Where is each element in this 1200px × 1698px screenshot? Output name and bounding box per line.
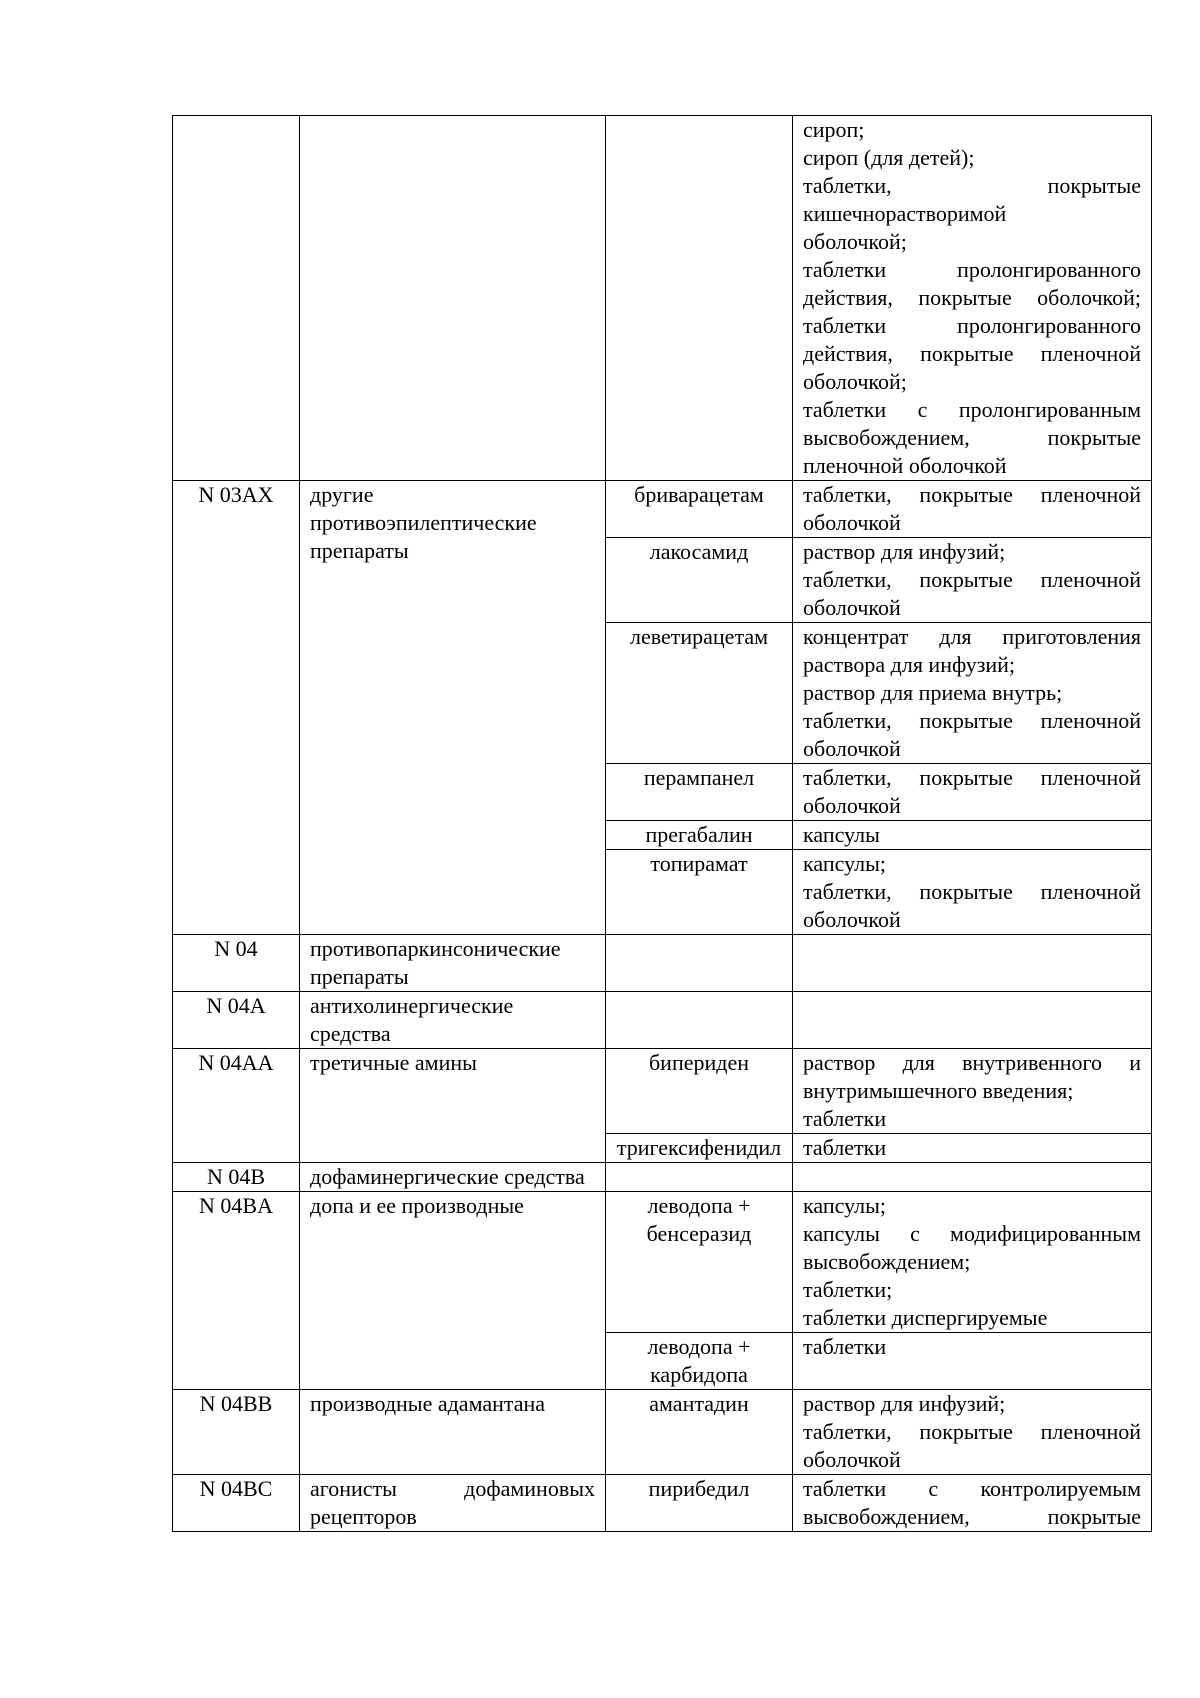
dosage-forms-cell <box>793 538 1152 623</box>
table-row <box>173 992 1152 1049</box>
atc-code-cell: N 04BA <box>173 1192 300 1390</box>
dosage-form-line: капсулы; <box>803 851 886 876</box>
dosage-forms-cell <box>793 1333 1152 1390</box>
group-name-cell: противопаркинсонические препараты <box>300 935 606 992</box>
dosage-form-line: таблетки пролонгированного <box>803 257 1141 282</box>
dosage-forms-cell <box>793 1134 1152 1163</box>
dosage-form-line: оболочкой <box>803 793 901 818</box>
dosage-form-line: таблетки с пролонгированным <box>803 397 1141 422</box>
table-row <box>173 1390 1152 1475</box>
atc-code-cell: N 04AA <box>173 1049 300 1163</box>
group-name-cell: допа и ее производные <box>300 1192 606 1390</box>
drug-name-cell: пирибедил <box>606 1475 793 1532</box>
atc-code-cell: N 04A <box>173 992 300 1049</box>
table-row <box>173 1049 1152 1134</box>
table-row <box>173 1192 1152 1333</box>
dosage-form-line: оболочкой <box>803 595 901 620</box>
drug-name-cell: тригексифенидил <box>606 1134 793 1163</box>
atc-code-cell <box>173 116 300 481</box>
dosage-forms-cell <box>793 1192 1152 1333</box>
table-row <box>173 1475 1152 1532</box>
drug-name-cell <box>606 116 793 481</box>
drug-name-cell <box>606 935 793 992</box>
dosage-form-line: таблетки, покрытые <box>803 173 1141 198</box>
dosage-form-line: таблетки <box>803 1334 887 1359</box>
dosage-form-line: концентрат для приготовления <box>803 624 1141 649</box>
group-name-line: агонисты дофаминовых <box>310 1476 595 1501</box>
atc-code-cell: N 04BC <box>173 1475 300 1532</box>
drug-name-cell: амантадин <box>606 1390 793 1475</box>
dosage-form-line: оболочкой <box>803 510 901 535</box>
dosage-forms-cell <box>793 1163 1152 1192</box>
dosage-form-line: кишечнорастворимой <box>803 201 1007 226</box>
group-name-cell <box>300 116 606 481</box>
dosage-form-line: раствор для инфузий; <box>803 1391 1006 1416</box>
dosage-forms-cell <box>793 116 1152 481</box>
dosage-form-line: высвобождением, покрытые <box>803 425 1141 450</box>
table-row <box>173 935 1152 992</box>
drug-name-cell: леводопа + бенсеразид <box>606 1192 793 1333</box>
table-row <box>173 1163 1152 1192</box>
group-name-cell: дофаминергические средства <box>300 1163 606 1192</box>
dosage-form-line: внутримышечного введения; <box>803 1078 1074 1103</box>
drug-name-cell: перампанел <box>606 764 793 821</box>
drug-name-cell <box>606 1163 793 1192</box>
drug-name-cell: топирамат <box>606 850 793 935</box>
dosage-form-line: раствора для инфузий; <box>803 652 1016 677</box>
dosage-form-line: оболочкой <box>803 1447 901 1472</box>
group-name-cell: антихолинергические средства <box>300 992 606 1049</box>
dosage-form-line: таблетки, покрытые пленочной <box>803 765 1141 790</box>
dosage-form-line: таблетки диспергируемые <box>803 1305 1048 1330</box>
dosage-form-line: таблетки; <box>803 1277 893 1302</box>
dosage-form-line: капсулы <box>803 822 880 847</box>
drug-name-cell: лакосамид <box>606 538 793 623</box>
dosage-forms-cell <box>793 1475 1152 1532</box>
group-name-line: рецепторов <box>310 1504 417 1529</box>
dosage-form-line: таблетки с контролируемым <box>803 1476 1141 1501</box>
group-name-cell <box>300 1475 606 1532</box>
dosage-form-line: оболочкой; <box>803 229 907 254</box>
drug-name-cell: леветирацетам <box>606 623 793 764</box>
dosage-form-line: сироп (для детей); <box>803 145 975 170</box>
dosage-forms-cell <box>793 850 1152 935</box>
dosage-forms-cell <box>793 764 1152 821</box>
dosage-form-line: высвобождением, покрытые <box>803 1504 1141 1529</box>
dosage-form-line: раствор для внутривенного и <box>803 1050 1141 1075</box>
group-name-cell: третичные амины <box>300 1049 606 1163</box>
table-row <box>173 116 1152 481</box>
dosage-form-line: действия, покрытые пленочной <box>803 341 1141 366</box>
dosage-form-line: действия, покрытые оболочкой; <box>803 285 1141 310</box>
dosage-form-line: пленочной оболочкой <box>803 453 1007 478</box>
dosage-forms-cell <box>793 935 1152 992</box>
dosage-form-line: капсулы; <box>803 1193 886 1218</box>
table-row <box>173 481 1152 538</box>
dosage-form-line: раствор для приема внутрь; <box>803 680 1063 705</box>
dosage-form-line: сироп; <box>803 117 865 142</box>
dosage-form-line: таблетки, покрытые пленочной <box>803 567 1141 592</box>
dosage-form-line: раствор для инфузий; <box>803 539 1006 564</box>
dosage-form-line: таблетки, покрытые пленочной <box>803 879 1141 904</box>
dosage-forms-cell <box>793 992 1152 1049</box>
drug-name-cell: леводопа + карбидопа <box>606 1333 793 1390</box>
atc-code-cell: N 03AX <box>173 481 300 935</box>
group-name-cell: другие противоэпилептические препараты <box>300 481 606 935</box>
dosage-form-line: таблетки <box>803 1106 887 1131</box>
dosage-forms-cell <box>793 623 1152 764</box>
dosage-form-line: таблетки пролонгированного <box>803 313 1141 338</box>
dosage-forms-cell <box>793 821 1152 850</box>
dosage-forms-cell <box>793 1049 1152 1134</box>
atc-code-cell: N 04B <box>173 1163 300 1192</box>
dosage-forms-cell <box>793 481 1152 538</box>
drug-name-cell <box>606 992 793 1049</box>
dosage-form-line: высвобождением; <box>803 1249 971 1274</box>
drug-name-cell: бипериден <box>606 1049 793 1134</box>
dosage-form-line: оболочкой; <box>803 369 907 394</box>
atc-code-cell: N 04BB <box>173 1390 300 1475</box>
drug-list-table <box>172 115 1152 1532</box>
dosage-form-line: оболочкой <box>803 907 901 932</box>
dosage-forms-cell <box>793 1390 1152 1475</box>
atc-code-cell: N 04 <box>173 935 300 992</box>
dosage-form-line: таблетки, покрытые пленочной <box>803 708 1141 733</box>
drug-name-cell: прегабалин <box>606 821 793 850</box>
dosage-form-line: таблетки <box>803 1135 887 1160</box>
dosage-form-line: таблетки, покрытые пленочной <box>803 1419 1141 1444</box>
group-name-cell: производные адамантана <box>300 1390 606 1475</box>
dosage-form-line: капсулы с модифицированным <box>803 1221 1141 1246</box>
dosage-form-line: оболочкой <box>803 736 901 761</box>
dosage-form-line: таблетки, покрытые пленочной <box>803 482 1141 507</box>
drug-name-cell: бриварацетам <box>606 481 793 538</box>
